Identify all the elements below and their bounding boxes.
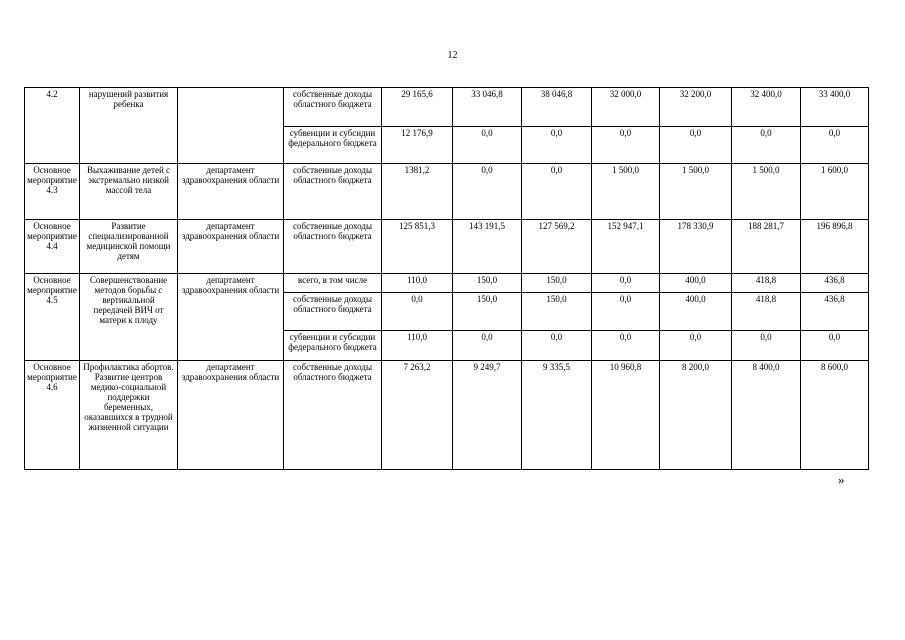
table-row bbox=[25, 274, 869, 293]
amount-cell: 0,0 bbox=[522, 127, 592, 164]
amount-cell: 152 947,1 bbox=[592, 220, 660, 274]
amount-cell: 150,0 bbox=[453, 293, 522, 331]
amount-cell: 150,0 bbox=[453, 274, 522, 293]
amount-cell: 110,0 bbox=[382, 331, 453, 361]
amount-cell: 0,0 bbox=[660, 331, 732, 361]
row-number-cell: 4.2 bbox=[25, 88, 80, 164]
amount-cell: 32 400,0 bbox=[732, 88, 801, 127]
activity-name-cell: Совершенствование методов борьбы с вертикальной передачей ВИЧ от матери к плоду bbox=[80, 274, 178, 361]
amount-cell: 38 046,8 bbox=[522, 88, 592, 127]
amount-cell: 0,0 bbox=[660, 127, 732, 164]
amount-cell: 0,0 bbox=[592, 293, 660, 331]
amount-cell: 150,0 bbox=[522, 274, 592, 293]
amount-cell: 10 960,8 bbox=[592, 361, 660, 470]
funding-source-cell: собственные доходы областного бюджета bbox=[284, 220, 382, 274]
amount-cell: 178 330,9 bbox=[660, 220, 732, 274]
amount-cell: 1 500,0 bbox=[660, 164, 732, 220]
amount-cell: 143 191,5 bbox=[453, 220, 522, 274]
amount-cell: 125 851,3 bbox=[382, 220, 453, 274]
amount-cell: 188 281,7 bbox=[732, 220, 801, 274]
amount-cell: 32 000,0 bbox=[592, 88, 660, 127]
page-number: 12 bbox=[447, 50, 458, 61]
funding-source-cell: субвенции и субсидии федерального бюджета bbox=[284, 127, 382, 164]
amount-cell: 7 263,2 bbox=[382, 361, 453, 470]
funding-source-cell: собственные доходы областного бюджета bbox=[284, 88, 382, 127]
budget-table bbox=[24, 87, 869, 470]
amount-cell: 127 569,2 bbox=[522, 220, 592, 274]
row-number-cell: Основное мероприятие 4.3 bbox=[25, 164, 80, 220]
amount-cell: 0,0 bbox=[453, 127, 522, 164]
activity-name-cell: нарушений развития ребенка bbox=[80, 88, 178, 164]
amount-cell: 110,0 bbox=[382, 274, 453, 293]
table-row bbox=[25, 164, 869, 220]
amount-cell: 29 165,6 bbox=[382, 88, 453, 127]
amount-cell: 0,0 bbox=[592, 331, 660, 361]
amount-cell: 418,8 bbox=[732, 274, 801, 293]
executor-cell bbox=[178, 88, 284, 164]
executor-cell: департамент здравоохранения области bbox=[178, 274, 284, 361]
amount-cell: 0,0 bbox=[453, 164, 522, 220]
amount-cell: 12 176,9 bbox=[382, 127, 453, 164]
row-number-cell: Основное мероприятие 4.5 bbox=[25, 274, 80, 361]
amount-cell: 0,0 bbox=[382, 293, 453, 331]
amount-cell: 0,0 bbox=[592, 274, 660, 293]
amount-cell: 1 500,0 bbox=[592, 164, 660, 220]
amount-cell: 33 400,0 bbox=[801, 88, 869, 127]
amount-cell: 9 249,7 bbox=[453, 361, 522, 470]
amount-cell: 400,0 bbox=[660, 274, 732, 293]
amount-cell: 8 400,0 bbox=[732, 361, 801, 470]
funding-source-cell: субвенции и субсидии федерального бюджета bbox=[284, 331, 382, 361]
amount-cell: 0,0 bbox=[522, 331, 592, 361]
amount-cell: 436,8 bbox=[801, 293, 869, 331]
closing-quote: » bbox=[838, 472, 845, 487]
table-row bbox=[25, 361, 869, 470]
amount-cell: 32 200,0 bbox=[660, 88, 732, 127]
funding-source-cell: собственные доходы областного бюджета bbox=[284, 361, 382, 470]
executor-cell: департамент здравоохранения области bbox=[178, 164, 284, 220]
amount-cell: 0,0 bbox=[592, 127, 660, 164]
amount-cell: 150,0 bbox=[522, 293, 592, 331]
activity-name-cell: Развитие специализированной медицинской помощи детям bbox=[80, 220, 178, 274]
amount-cell: 1 500,0 bbox=[732, 164, 801, 220]
row-number-cell: Основное мероприятие 4.4 bbox=[25, 220, 80, 274]
amount-cell: 0,0 bbox=[453, 331, 522, 361]
table-row bbox=[25, 88, 869, 127]
amount-cell: 1381,2 bbox=[382, 164, 453, 220]
amount-cell: 0,0 bbox=[522, 164, 592, 220]
table-row bbox=[25, 220, 869, 274]
activity-name-cell: Профилактика абортов. Развитие центров медико-социальной поддержки беременных, оказавшихся в трудной жизненной ситуации bbox=[80, 361, 178, 470]
amount-cell: 8 200,0 bbox=[660, 361, 732, 470]
amount-cell: 0,0 bbox=[801, 331, 869, 361]
amount-cell: 0,0 bbox=[732, 127, 801, 164]
amount-cell: 0,0 bbox=[801, 127, 869, 164]
row-number-cell: Основное мероприятие 4.6 bbox=[25, 361, 80, 470]
funding-source-cell: собственные доходы областного бюджета bbox=[284, 164, 382, 220]
amount-cell: 0,0 bbox=[732, 331, 801, 361]
amount-cell: 436,8 bbox=[801, 274, 869, 293]
amount-cell: 1 600,0 bbox=[801, 164, 869, 220]
executor-cell: департамент здравоохранения области bbox=[178, 220, 284, 274]
amount-cell: 400,0 bbox=[660, 293, 732, 331]
amount-cell: 8 600,0 bbox=[801, 361, 869, 470]
amount-cell: 418,8 bbox=[732, 293, 801, 331]
funding-source-cell: собственные доходы областного бюджета bbox=[284, 293, 382, 331]
amount-cell: 196 896,8 bbox=[801, 220, 869, 274]
amount-cell: 33 046,8 bbox=[453, 88, 522, 127]
amount-cell: 9 335,5 bbox=[522, 361, 592, 470]
activity-name-cell: Выхаживание детей с экстремально низкой массой тела bbox=[80, 164, 178, 220]
executor-cell: департамент здравоохранения области bbox=[178, 361, 284, 470]
funding-source-cell: всего, в том числе bbox=[284, 274, 382, 293]
